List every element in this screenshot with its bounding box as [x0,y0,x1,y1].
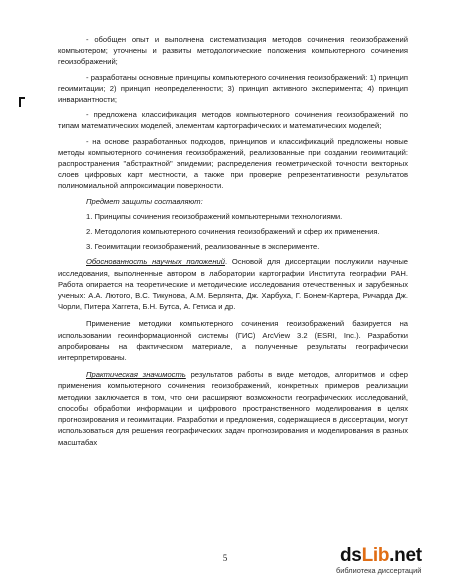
paragraph-validity [58,256,408,312]
paragraph-generalization: - обобщен опыт и выполнена систематизация методов сочинения геоизображений компьютером; уточнены и развиты методологические положения компьютерного сочинения геоизображений; [58,35,408,67]
watermark-logo: dsLib.net [340,545,422,566]
defense-item-3: 3. Геоимитации геоизображений, реализованные в эксперименте. [86,242,320,252]
defense-item-1: 1. Принципы сочинения геоизображений компьютерными технологиями. [86,211,343,221]
margin-mark [18,96,26,108]
defense-heading: Предмет защиты составляют: [86,196,203,206]
paragraph-new-methods: - на основе разработанных подходов, принципов и классификаций предложены новые методы компьютерного сочинения геоизображений, реализованные при создании геоимитаций: распространения "абстрактной" эпидемии; распределения геометрической точности векторных слоев цифровых карт местности, а также при проверке репрезентативности результатов полиномиальной аппроксимации поверхности. [58,136,408,191]
validity-lead: Обоснованность научных положений [86,257,225,267]
paragraph-practical [58,369,408,447]
validity-text: . Основой для диссертации послужили научные исследования, выполненные автором в лаборатории картографии Института географии РАН. Работа опирается на теоретические и методические исследования отечественных и зарубежных ученых: А.А. Лютого, В.С. Тикунова, А.М. Берлянта, Дж. Харбуха, Г. Бонем-Картера, Ричарда Дж. Чорли, Питера Хаггета, Б.Н. Бутса, А. Гетиса и др. [58,257,408,312]
practical-lead: Практическая значимость [86,370,186,380]
paragraph-classification: - предложена классификация методов компьютерного сочинения геоизображений по типам математических моделей, элементам картографических и математических моделей; [58,110,408,131]
practical-text: результатов работы в виде методов, алгоритмов и сфер применения компьютерного сочинения геоизображений, конкретных примеров реализации методики заключается в том, что они расширяют возможности географических исследований, способы обработки информации и цифрового пространственного моделирования в целях прогнозирования и геоимитации. Разработки и предложения, содержащиеся в диссертации, могут использоваться для решения географических задач прогнозирования и моделирования в разных масштабах [58,370,408,447]
watermark[interactable] [332,543,444,577]
paragraph-gis: Применение методики компьютерного сочинения геоизображений базируется на использовании геоинформационной системы (ГИС) ArcView 3.2 (ESRI, Inc.). Разработки апробированы на фактическом материале, а полученные результаты географически интерпретированы. [58,319,408,363]
paragraph-principles: - разработаны основные принципы компьютерного сочинения геоизображений: 1) принцип геоимитации; 2) принцип неопределенности; 3) принцип активного эксперимента; 4) принцип инвариантности; [58,72,408,105]
body-text [58,34,408,448]
defense-item-2: 2. Методология компьютерного сочинения геоизображений и сфер их применения. [86,227,380,237]
watermark-tagline: библиотека диссертаций [336,566,422,575]
page-number: 5 [222,553,228,563]
